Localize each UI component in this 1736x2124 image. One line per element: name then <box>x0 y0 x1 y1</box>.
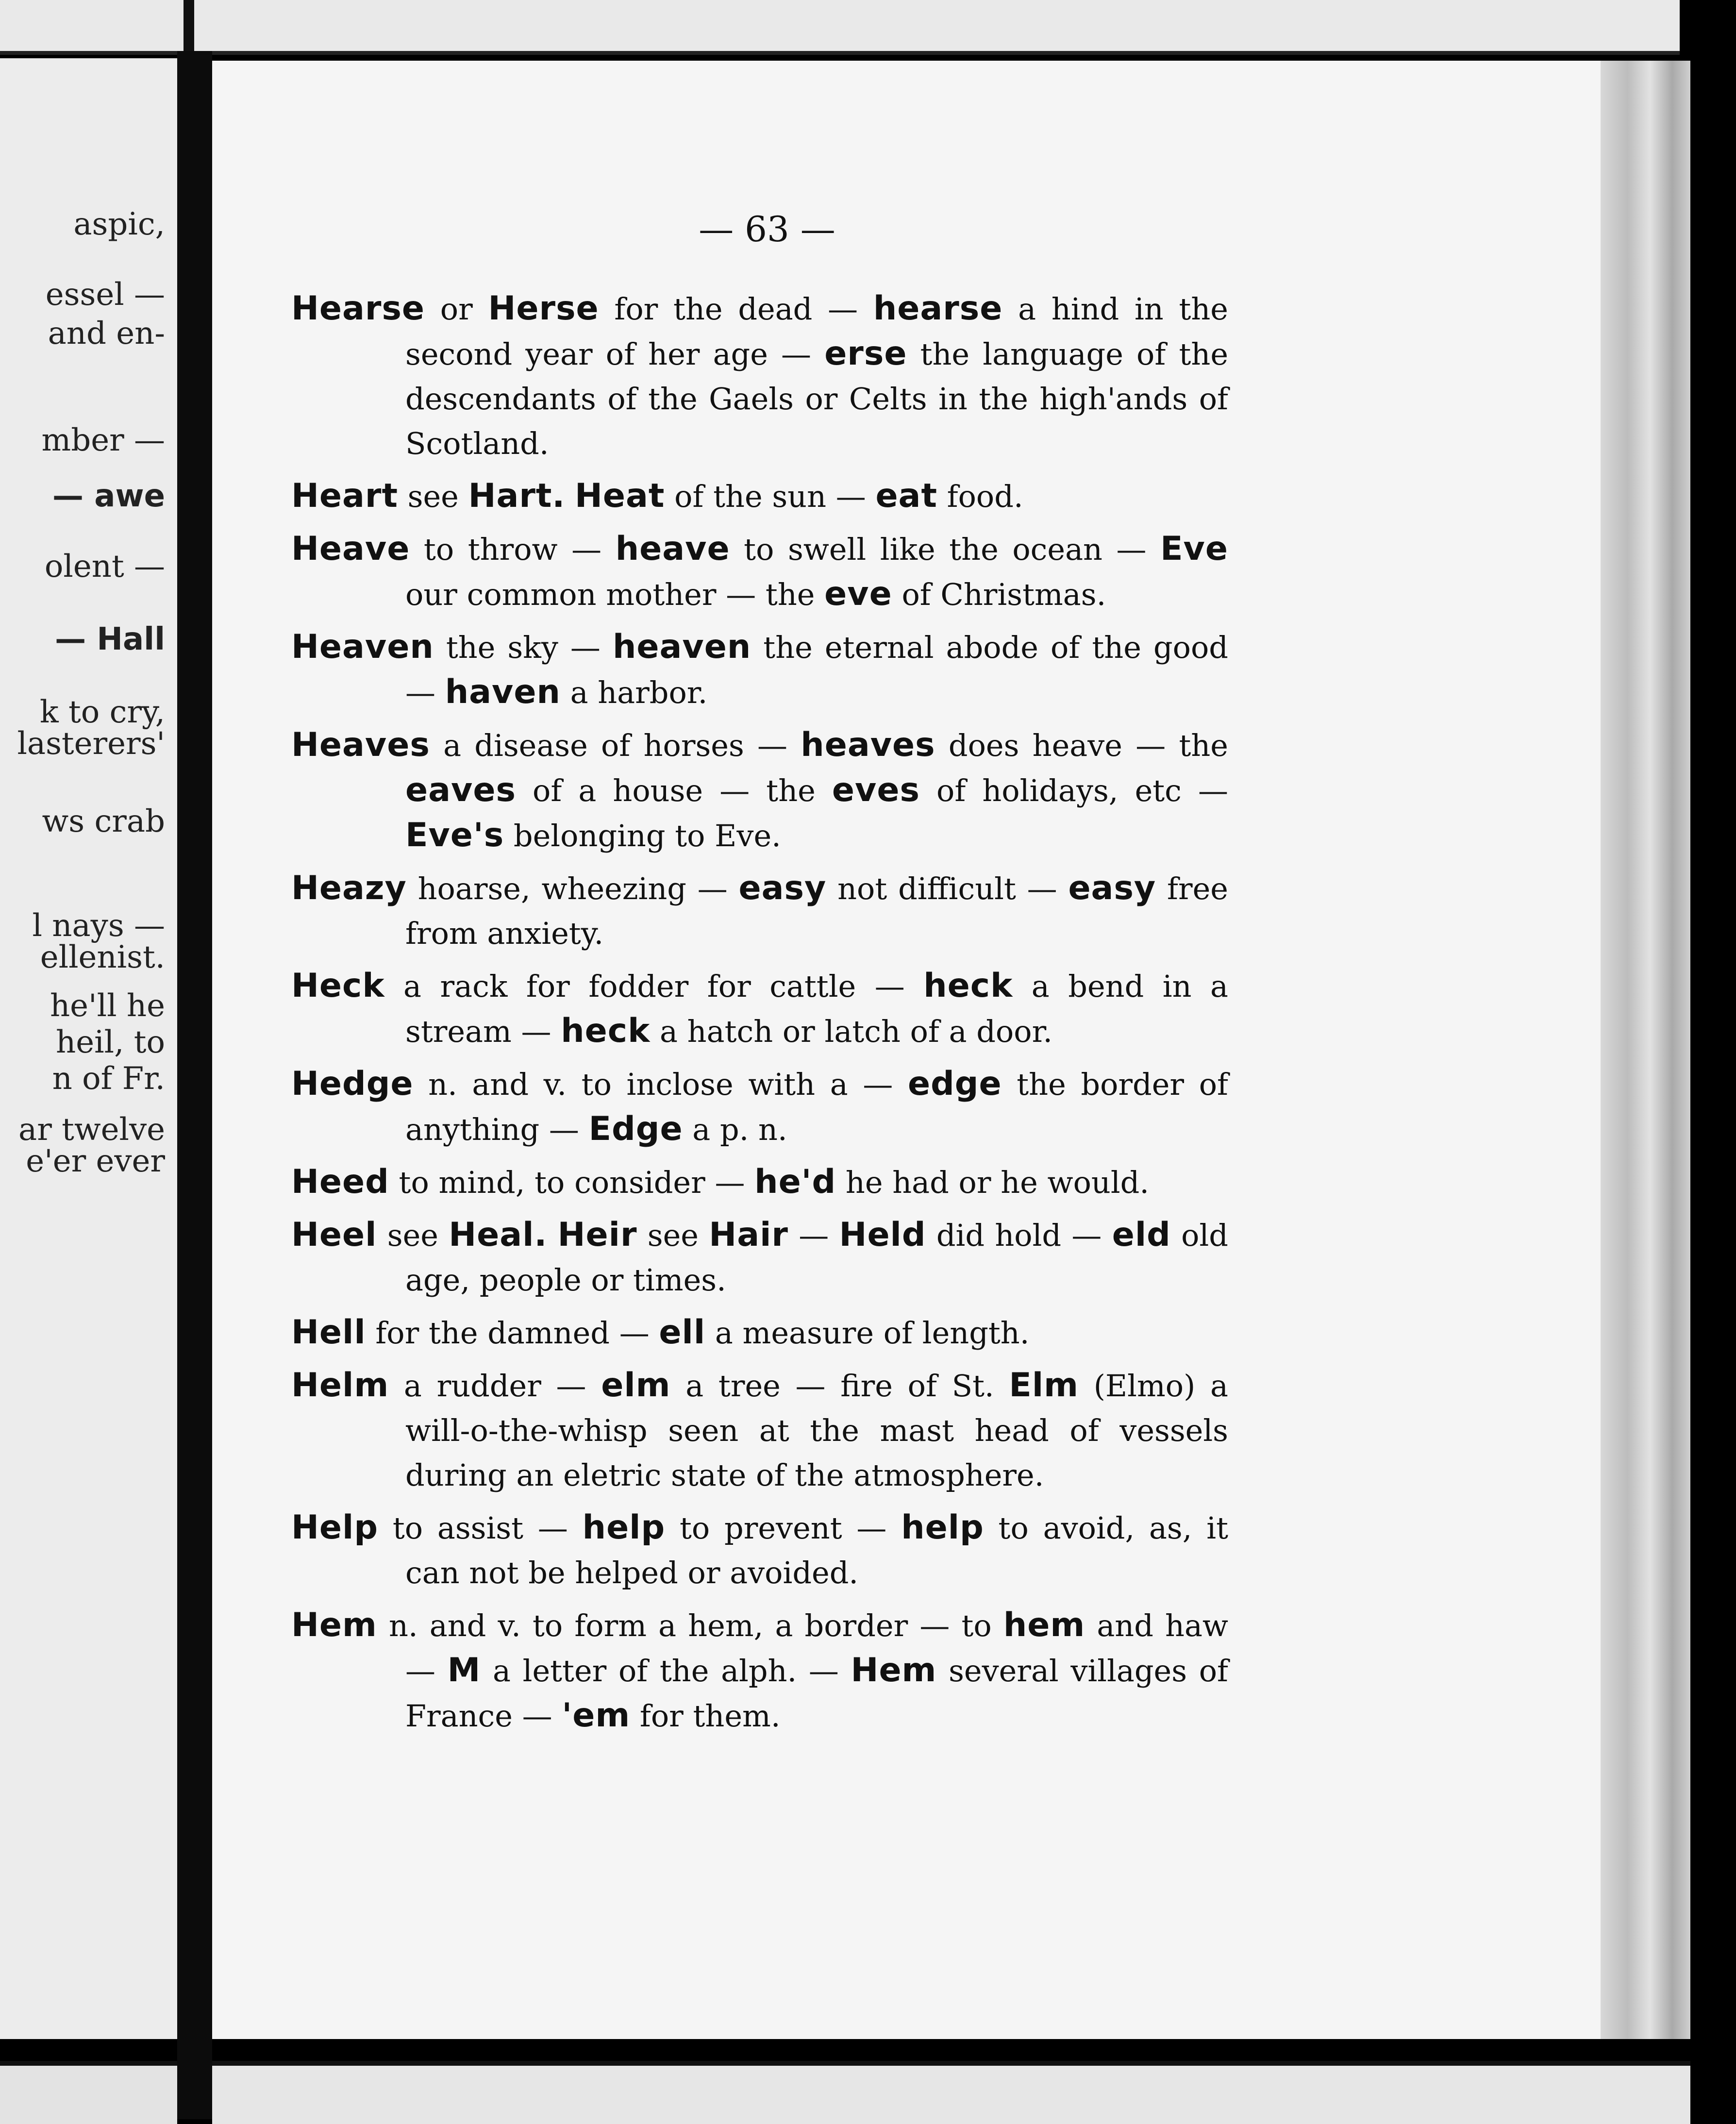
definition-text: food. <box>937 479 1023 514</box>
headword: Help <box>291 1508 379 1547</box>
headword: Heck <box>291 967 385 1005</box>
definition-text: a p. n. <box>683 1112 787 1147</box>
definition-text: for the damned — <box>366 1315 659 1351</box>
bottom-page-edge <box>212 2061 1690 2124</box>
definition-text: (Elmo) a will-o-the-whisp seen at the mast head of vessels during an eletric state of the atmosphere. <box>405 1368 1228 1493</box>
headword: Helm <box>291 1366 389 1405</box>
definition-text: did hold — <box>926 1218 1112 1253</box>
definition-text: of the sun — <box>665 479 876 514</box>
definition-text: the eternal abode of the good — <box>405 630 1228 710</box>
dictionary-entry <box>291 964 1228 1054</box>
definition-text: belonging to Eve. <box>504 818 781 853</box>
definition-text: a disease of horses — <box>430 728 801 763</box>
bottom-left-edge <box>0 2061 177 2124</box>
dictionary-entry <box>291 286 1228 466</box>
left-page-text-fragment <box>0 988 165 1024</box>
headword: Edge <box>588 1110 683 1148</box>
definition-text: to throw — <box>410 532 616 567</box>
left-page-text-fragment <box>0 316 165 351</box>
definition-text: our common mother — the <box>405 577 825 612</box>
headword: eaves <box>405 771 516 809</box>
definition-text: see <box>637 1218 709 1253</box>
headword: Held <box>839 1216 926 1254</box>
headword: eld <box>1112 1216 1171 1254</box>
left-page-text-fragment <box>0 621 165 657</box>
headword: easy <box>1068 869 1156 907</box>
definition-text: of holidays, etc — <box>919 773 1228 808</box>
definition-text: a rudder — <box>389 1368 601 1404</box>
definition-text: and haw — <box>405 1608 1228 1689</box>
definition-text: a letter of the alph. — <box>481 1653 851 1689</box>
binding-gutter <box>177 51 212 2119</box>
dictionary-entry <box>291 866 1228 956</box>
headword: hem <box>1003 1606 1085 1644</box>
fragment-text: lasterers' <box>17 726 165 762</box>
dictionary-entry <box>291 1310 1228 1355</box>
fragment-text: olent — <box>44 549 165 585</box>
fragment-text: e'er ever <box>26 1143 165 1179</box>
headword: Elm <box>1009 1366 1079 1405</box>
definition-text: to prevent — <box>665 1510 901 1546</box>
definition-text: the sky — <box>434 630 613 665</box>
definition-text: n. and v. to form a hem, a border — to <box>377 1608 1003 1643</box>
left-page-text-fragment <box>0 908 165 944</box>
fragment-text: k to cry, <box>39 694 165 730</box>
headword: Heaves <box>291 726 430 764</box>
headword: eat <box>875 477 937 515</box>
definition-text: to swell like the ocean — <box>730 532 1161 567</box>
left-page-text-fragment <box>0 277 165 313</box>
definition-text: does heave — the <box>935 728 1228 763</box>
fragment-text: ellenist. <box>40 939 165 975</box>
definition-text: n. and v. to inclose with a — <box>413 1067 908 1102</box>
headword: Hem <box>851 1651 937 1689</box>
dictionary-entry <box>291 625 1228 715</box>
left-page-text-fragment <box>0 549 165 585</box>
definition-text: he had or he would. <box>836 1165 1150 1200</box>
definition-text: a measure of length. <box>705 1315 1030 1351</box>
headword: help <box>901 1508 984 1547</box>
left-page-text-fragment <box>0 939 165 975</box>
headword: heave <box>615 530 730 568</box>
headword: Heel <box>291 1216 377 1254</box>
fragment-text: aspic, <box>73 206 165 242</box>
left-page-text-fragment <box>0 803 165 839</box>
fragment-text: n of Fr. <box>52 1061 165 1097</box>
fragment-text: l nays — <box>32 908 165 944</box>
fragment-text: ar twelve <box>18 1112 165 1148</box>
dictionary-entry <box>291 1062 1228 1152</box>
headword: Hedge <box>291 1065 414 1103</box>
headword: Heave <box>291 530 410 568</box>
dictionary-entry <box>291 474 1228 519</box>
fragment-text: essel — <box>45 277 165 313</box>
definition-text: to assist — <box>378 1510 583 1546</box>
headword: Eve <box>1160 530 1228 568</box>
page-number: — 63 — <box>699 209 835 250</box>
fragment-text: mber — <box>41 422 165 458</box>
definition-text: free from anxiety. <box>405 871 1228 951</box>
definition-text: a hatch or latch of a door. <box>650 1014 1053 1049</box>
definition-text: for the dead — <box>599 291 873 327</box>
left-page-text-fragment <box>0 1024 165 1060</box>
headword: Heed <box>291 1163 389 1201</box>
headword: heck <box>561 1012 651 1050</box>
headword: Heir <box>557 1216 637 1254</box>
headword: edge <box>907 1065 1002 1103</box>
dictionary-entry <box>291 723 1228 858</box>
headword: eves <box>832 771 920 809</box>
definition-text: the language of the descendants of the Gaels or Celts in the high'ands of Scotland. <box>405 336 1229 461</box>
dictionary-entry <box>291 1363 1228 1498</box>
definition-text: a rack for fodder for cattle — <box>384 969 924 1004</box>
headword: Hell <box>291 1313 366 1352</box>
left-page-text-fragment <box>0 1112 165 1148</box>
headword: M <box>447 1651 481 1689</box>
headword: eve <box>824 575 892 613</box>
fragment-text: he'll he <box>50 988 165 1024</box>
headword: help <box>582 1508 666 1547</box>
left-page-text-fragment <box>0 1061 165 1097</box>
definition-text: — <box>788 1218 839 1253</box>
headword: Heazy <box>291 869 407 907</box>
fragment-text: ws crab <box>42 803 165 839</box>
definition-text: a bend in a stream — <box>405 969 1228 1049</box>
definition-text: several villages of France — <box>405 1653 1229 1734</box>
top-page-edge <box>0 0 1680 55</box>
dictionary-entry <box>291 527 1228 617</box>
headword: Eve's <box>405 816 504 854</box>
definition-text: a hind in the second year of her age — <box>405 291 1228 372</box>
fragment-text: — awe <box>52 478 165 514</box>
definition-text: or <box>425 291 488 327</box>
headword: Hearse <box>291 289 425 328</box>
headword: erse <box>824 334 907 373</box>
definition-text: not difficult — <box>826 871 1068 906</box>
headword: heaven <box>612 628 751 666</box>
headword: Heaven <box>291 628 434 666</box>
headword: Heart <box>291 477 398 515</box>
headword: haven <box>445 673 561 711</box>
left-page-text-fragment <box>0 422 165 458</box>
definition-text: see <box>398 479 468 514</box>
dictionary-entry <box>291 1603 1228 1739</box>
definition-text: the border of anything — <box>405 1067 1228 1147</box>
definition-text: of Christmas. <box>892 577 1106 612</box>
definition-text: for them. <box>630 1698 781 1734</box>
headword: easy <box>738 869 827 907</box>
left-page-text-fragment <box>0 206 165 242</box>
definition-text: old age, people or times. <box>405 1218 1228 1298</box>
headword: Herse <box>488 289 599 328</box>
headword: Hem <box>291 1606 377 1644</box>
definition-text <box>565 479 575 514</box>
left-page-text-fragment <box>0 694 165 730</box>
headword: elm <box>601 1366 671 1405</box>
dictionary-entry <box>291 1505 1228 1595</box>
definition-text: a harbor. <box>560 675 708 710</box>
headword: Hair <box>709 1216 788 1254</box>
left-page-text-fragment <box>0 1143 165 1179</box>
headword: heck <box>923 967 1013 1005</box>
dictionary-entry <box>291 1213 1228 1303</box>
definition-text: to mind, to consider — <box>389 1165 755 1200</box>
definition-text: of a house — the <box>516 773 832 808</box>
headword: heaves <box>801 726 935 764</box>
left-page-fragment <box>0 58 177 2039</box>
definition-text: see <box>377 1218 449 1253</box>
headword: Heat <box>574 477 665 515</box>
left-page-text-fragment <box>0 726 165 762</box>
left-page-text-fragment <box>0 478 165 514</box>
definition-text: to avoid, as, it can not be helped or avoided. <box>405 1510 1229 1590</box>
definition-text: hoarse, wheezing — <box>406 871 739 906</box>
headword: Heal. <box>449 1216 548 1254</box>
headword: Hart. <box>468 477 566 515</box>
headword: he'd <box>754 1163 836 1201</box>
dictionary-entries <box>291 286 1228 1746</box>
headword: hearse <box>873 289 1003 328</box>
fragment-text: heil, to <box>56 1024 165 1060</box>
fragment-text: — Hall <box>55 621 165 657</box>
dictionary-entry <box>291 1160 1228 1205</box>
definition-text: a tree — fire of St. <box>670 1368 1009 1404</box>
definition-text <box>547 1218 557 1253</box>
headword: 'em <box>562 1696 631 1735</box>
page-stack-edge <box>1601 61 1690 2039</box>
headword: ell <box>659 1313 706 1352</box>
fragment-text: and en- <box>48 316 165 351</box>
